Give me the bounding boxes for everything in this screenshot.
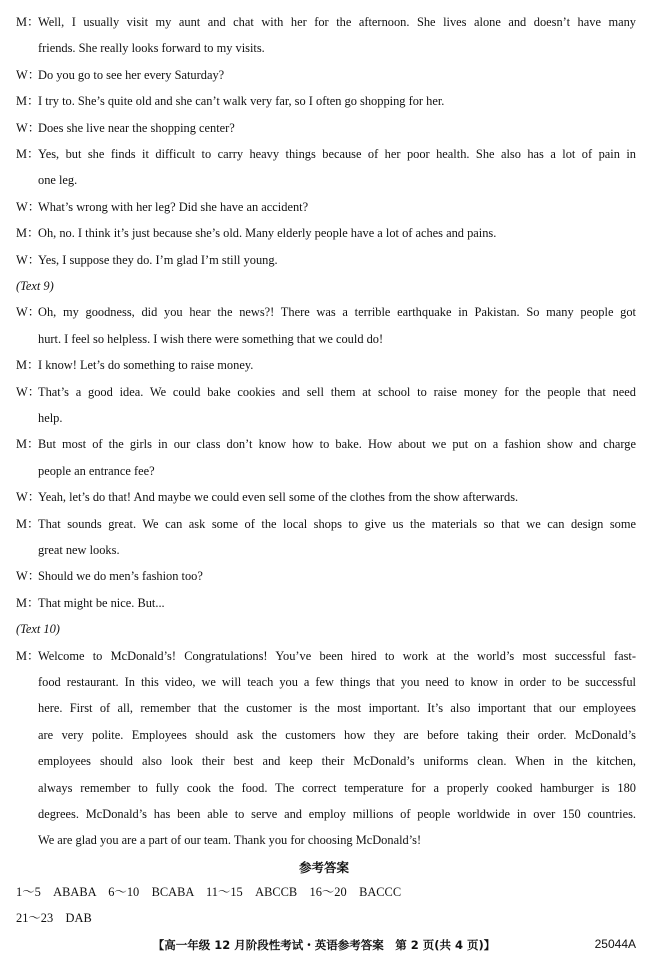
dialogue-continuation: We are glad you are a part of our team. Thank you for choosing McDonald’s! [38,833,422,848]
paper-code: 25044A [594,937,636,951]
answers-row-2: 21～23 DAB [16,911,92,925]
dialogue-continuation: always remember to fully cook the food. The correct temperature for a properly cooked hamburger is 180 [38,780,636,795]
speaker-label: M： [16,226,40,241]
dialogue-turn [16,489,636,505]
dialogue-turn [16,146,636,162]
utterance-text: Should we do men’s fashion too? [38,569,203,584]
utterance-text: Yes, but she finds it difficult to carry heavy things because of her poor health. She also has a lot of pain in [38,147,636,161]
dialogue-turn [16,357,636,373]
utterance-text: Yes, I suppose they do. I’m glad I’m still young. [38,252,278,267]
dialogue-turn [16,436,636,452]
dialogue-turn [16,93,636,109]
dialogue-turn [16,120,636,136]
utterance-text: I try to. She’s quite old and she can’t walk very far, so I often go shopping for her. [38,94,445,109]
speaker-label: W： [16,569,41,584]
text-section-label: (Text 9) [16,279,54,293]
speaker-label: M： [16,595,40,610]
utterance-text: Oh, no. I think it’s just because she’s old. Many elderly people have a lot of aches and pains. [38,226,497,241]
utterance-text: Yeah, let’s do that! And maybe we could even sell some of the clothes from the show afterwards. [38,490,519,505]
dialogue-continuation: here. First of all, remember that the customer is the most important. It’s also important that our employees [38,701,636,716]
utterance-text: That might be nice. But... [38,595,165,610]
speaker-label: W： [16,252,41,267]
speaker-label: W： [16,305,41,320]
utterance-text: Well, I usually visit my aunt and chat with her for the afternoon. She lives alone and doesn’t have many [38,15,636,29]
speaker-label: W： [16,120,41,135]
speaker-label: M： [16,648,40,663]
dialogue-turn [16,516,636,532]
dialogue-continuation: friends. She really looks forward to my visits. [38,41,265,56]
dialogue-turn [16,67,636,83]
dialogue-continuation: hurt. I feel so helpless. I wish there were something that we could do! [38,331,384,346]
dialogue-continuation: one leg. [38,173,78,188]
dialogue-turn [16,568,636,584]
utterance-text: Welcome to McDonald’s! Congratulations! You’ve been hired to work at the world’s most successful fast- [38,648,636,663]
dialogue-turn [16,225,636,241]
utterance-text: But most of the girls in our class don’t know how to bake. How about we put on a fashion show and charge [38,437,636,452]
utterance-text: Oh, my goodness, did you hear the news?! There was a terrible earthquake in Pakistan. So many people got [38,305,636,320]
dialogue-continuation: people an entrance fee? [38,463,155,478]
speaker-label: W： [16,384,41,399]
utterance-text: Does she live near the shopping center? [38,120,235,135]
speaker-label: M： [16,147,40,161]
dialogue-turn [16,304,636,320]
utterance-text: That sounds great. We can ask some of the local shops to give us the materials so that we can design some [38,516,636,531]
speaker-label: W： [16,67,41,82]
utterance-text: Do you go to see her every Saturday? [38,67,225,82]
dialogue-continuation: help. [38,411,63,425]
speaker-label: M： [16,437,40,452]
dialogue-continuation: food restaurant. In this video, we will teach you a few things that you need to know in order to be successful [38,675,636,689]
answers-heading: 参考答案 [298,860,349,875]
dialogue-turn [16,14,636,30]
utterance-text: What’s wrong with her leg? Did she have an accident? [38,199,309,214]
dialogue-turn [16,252,636,268]
speaker-label: W： [16,199,41,214]
footer-title: 【高一年级 12 月阶段性考试・英语参考答案 第 2 页(共 4 页)】 [152,938,496,952]
page-footer [0,937,648,953]
speaker-label: M： [16,94,40,109]
answers-row-1: 1～5 ABABA 6～10 BCABA 11～15 ABCCB 16～20 BACCC [16,885,402,899]
speaker-label: W： [16,490,41,505]
dialogue-turn [16,199,636,215]
speaker-label: M： [16,15,40,29]
speaker-label: M： [16,516,40,531]
dialogue-continuation: degrees. McDonald’s has been able to serve and employ millions of people worldwide in over 150 countries. [38,807,636,821]
dialogue-turn [16,384,636,400]
dialogue-continuation: are very polite. Employees should ask the customers how they are before taking their order. McDonald’s [38,727,636,742]
dialogue-continuation: great new looks. [38,543,120,557]
dialogue-continuation: employees should also look their best and keep their McDonald’s uniforms clean. When in the kitchen, [38,754,636,769]
dialogue-turn [16,595,636,611]
text-section-label: (Text 10) [16,622,60,637]
dialogue-turn [16,648,636,664]
utterance-text: I know! Let’s do something to raise money. [38,358,254,373]
utterance-text: That’s a good idea. We could bake cookies and sell them at school to raise money for the people that need [38,384,636,399]
speaker-label: M： [16,358,40,373]
